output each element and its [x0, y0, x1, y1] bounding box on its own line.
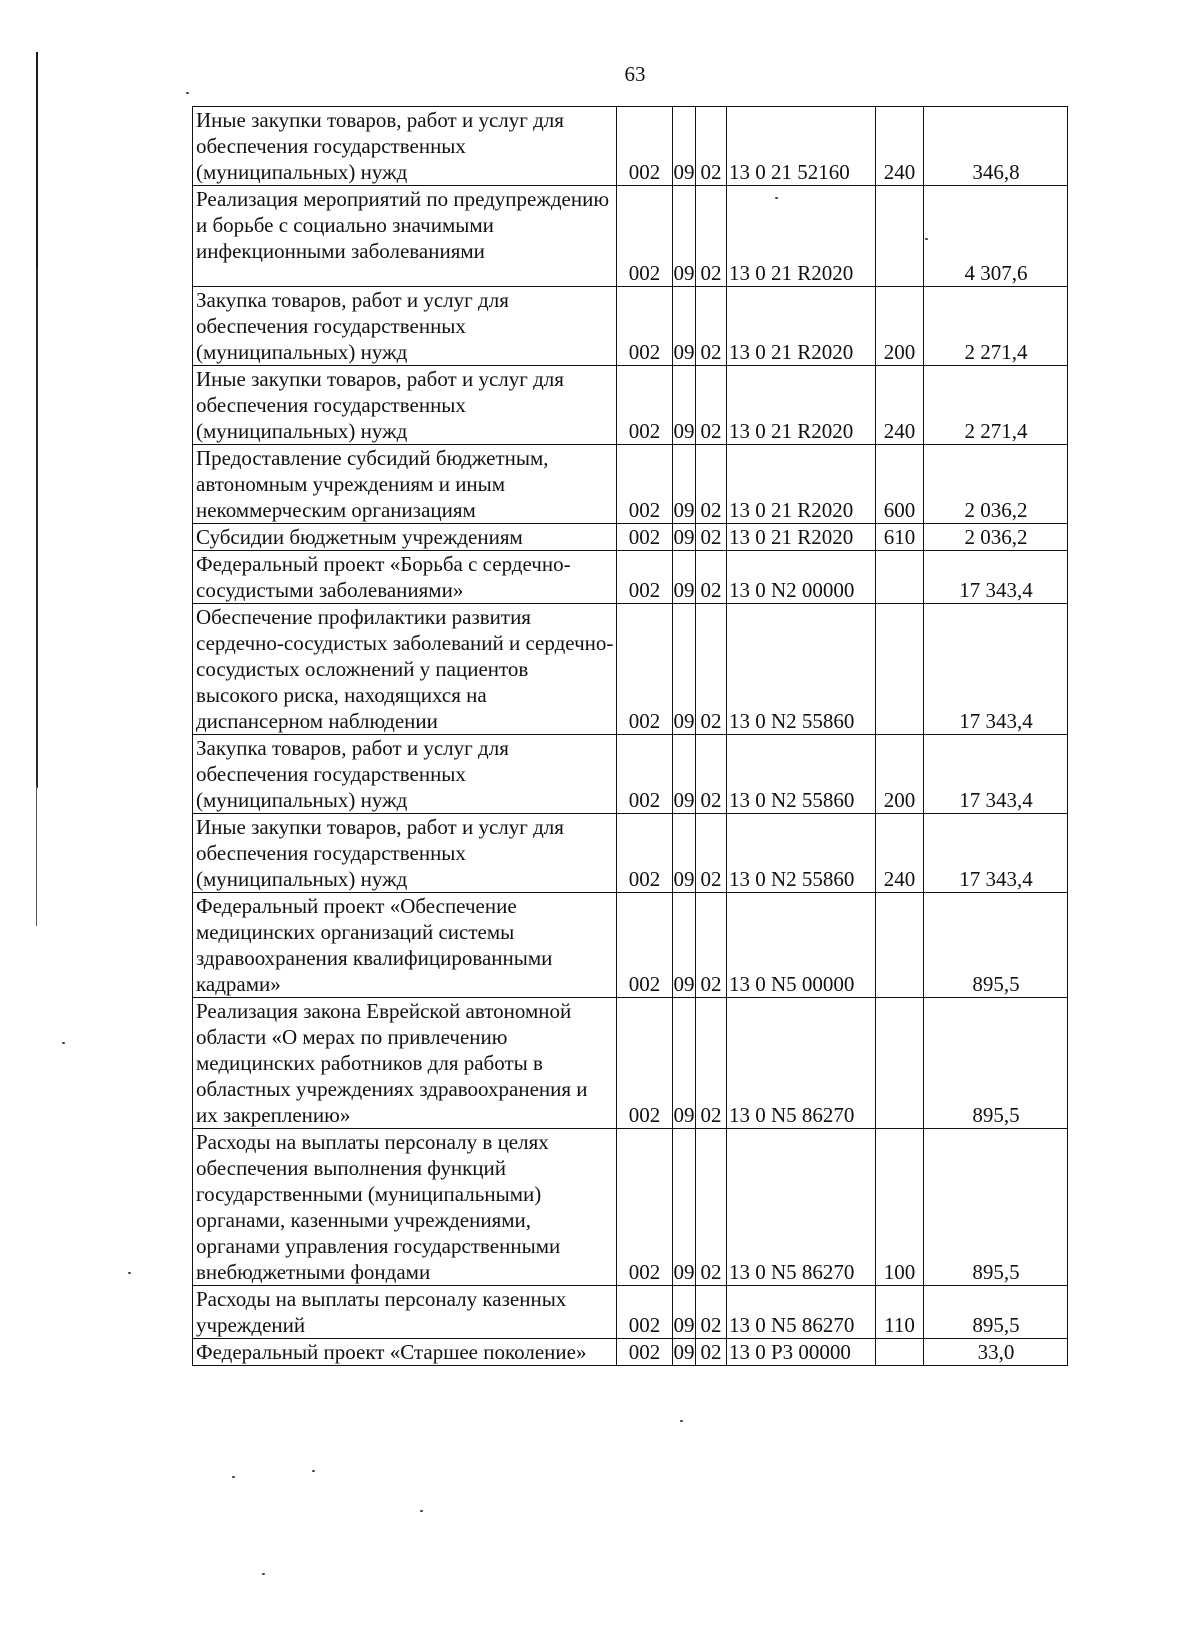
target-article-cell: 13 0 N5 86270 — [727, 1286, 876, 1339]
table-row — [193, 814, 1068, 893]
amount-cell: 33,0 — [924, 1339, 1068, 1366]
expense-type-cell — [876, 186, 924, 287]
subsection-code-cell: 02 — [696, 551, 727, 604]
section-code-cell: 09 — [673, 604, 696, 735]
expense-type-cell: 240 — [876, 814, 924, 893]
amount-cell: 895,5 — [924, 998, 1068, 1129]
amount-cell: 346,8 — [924, 107, 1068, 186]
amount-cell: 2 036,2 — [924, 524, 1068, 551]
row-name-cell: Закупка товаров, работ и услуг для обеспечения государственных (муниципальных) нужд — [193, 287, 617, 366]
section-code-cell: 09 — [673, 814, 696, 893]
row-name-cell: Иные закупки товаров, работ и услуг для обеспечения государственных (муниципальных) нужд — [193, 107, 617, 186]
table-row — [193, 107, 1068, 186]
subsection-code-cell: 02 — [696, 1129, 727, 1286]
expense-type-cell: 240 — [876, 107, 924, 186]
ministry-code-cell: 002 — [617, 893, 673, 998]
amount-cell: 4 307,6 — [924, 186, 1068, 287]
budget-table — [192, 106, 1068, 1366]
row-name-cell: Иные закупки товаров, работ и услуг для обеспечения государственных (муниципальных) нужд — [193, 814, 617, 893]
scan-speck — [128, 1272, 131, 1274]
amount-cell: 17 343,4 — [924, 814, 1068, 893]
expense-type-cell — [876, 604, 924, 735]
expense-type-cell: 100 — [876, 1129, 924, 1286]
scan-speck — [420, 1510, 423, 1512]
target-article-cell: 13 0 21 R2020 — [727, 524, 876, 551]
expense-type-cell — [876, 998, 924, 1129]
table-row — [193, 735, 1068, 814]
target-article-cell: 13 0 N2 55860 — [727, 604, 876, 735]
budget-table-body — [193, 107, 1068, 1366]
target-article-cell: 13 0 N2 55860 — [727, 735, 876, 814]
ministry-code-cell: 002 — [617, 814, 673, 893]
row-name-cell: Обеспечение профилактики развития сердечно-сосудистых заболеваний и сердечно-сосудистых осложнений у пациентов высокого риска, находящихся на диспансерном наблюдении — [193, 604, 617, 735]
ministry-code-cell: 002 — [617, 604, 673, 735]
amount-cell: 17 343,4 — [924, 604, 1068, 735]
target-article-cell: 13 0 N5 86270 — [727, 998, 876, 1129]
subsection-code-cell: 02 — [696, 893, 727, 998]
expense-type-cell: 600 — [876, 445, 924, 524]
expense-type-cell — [876, 551, 924, 604]
table-row — [193, 604, 1068, 735]
target-article-cell: 13 0 N5 86270 — [727, 1129, 876, 1286]
subsection-code-cell: 02 — [696, 186, 727, 287]
subsection-code-cell: 02 — [696, 524, 727, 551]
ministry-code-cell: 002 — [617, 287, 673, 366]
subsection-code-cell: 02 — [696, 445, 727, 524]
target-article-cell: 13 0 N2 00000 — [727, 551, 876, 604]
table-row — [193, 186, 1068, 287]
subsection-code-cell: 02 — [696, 735, 727, 814]
amount-cell: 895,5 — [924, 893, 1068, 998]
expense-type-cell: 110 — [876, 1286, 924, 1339]
target-article-cell: 13 0 N5 00000 — [727, 893, 876, 998]
amount-cell: 17 343,4 — [924, 551, 1068, 604]
amount-cell: 2 271,4 — [924, 287, 1068, 366]
row-name-cell: Расходы на выплаты персоналу в целях обеспечения выполнения функций государственными (муниципальными) органами, казенными учреждениями, органами управления государственными внебюджетными фондами — [193, 1129, 617, 1286]
section-code-cell: 09 — [673, 186, 696, 287]
scan-speck — [680, 1420, 683, 1422]
ministry-code-cell: 002 — [617, 524, 673, 551]
table-row — [193, 1286, 1068, 1339]
target-article-cell: 13 0 N2 55860 — [727, 814, 876, 893]
table-row — [193, 1129, 1068, 1286]
ministry-code-cell: 002 — [617, 735, 673, 814]
ministry-code-cell: 002 — [617, 366, 673, 445]
row-name-cell: Федеральный проект «Старшее поколение» — [193, 1339, 617, 1366]
ministry-code-cell: 002 — [617, 1286, 673, 1339]
amount-cell: 895,5 — [924, 1286, 1068, 1339]
subsection-code-cell: 02 — [696, 814, 727, 893]
row-name-cell: Закупка товаров, работ и услуг для обеспечения государственных (муниципальных) нужд — [193, 735, 617, 814]
row-name-cell: Предоставление субсидий бюджетным, автономным учреждениям и иным некоммерческим организациям — [193, 445, 617, 524]
subsection-code-cell: 02 — [696, 366, 727, 445]
section-code-cell: 09 — [673, 893, 696, 998]
section-code-cell: 09 — [673, 366, 696, 445]
section-code-cell: 09 — [673, 525, 695, 549]
table-row — [193, 1339, 1068, 1366]
section-code-cell: 09 — [673, 735, 696, 814]
section-code-cell: 09 — [673, 1286, 696, 1339]
section-code-cell: 09 — [673, 1340, 695, 1364]
table-row — [193, 445, 1068, 524]
expense-type-cell: 610 — [876, 524, 924, 551]
expense-type-cell — [876, 1339, 924, 1366]
table-row — [193, 893, 1068, 998]
ministry-code-cell: 002 — [617, 1129, 673, 1286]
amount-cell: 17 343,4 — [924, 735, 1068, 814]
expense-type-cell: 200 — [876, 287, 924, 366]
binding-edge-line — [36, 786, 37, 926]
section-code-cell: 09 — [673, 998, 696, 1129]
row-name-cell: Расходы на выплаты персоналу казенных учреждений — [193, 1286, 617, 1339]
section-code-cell: 09 — [673, 107, 696, 186]
expense-type-cell: 200 — [876, 735, 924, 814]
ministry-code-cell: 002 — [617, 998, 673, 1129]
subsection-code-cell: 02 — [696, 1286, 727, 1339]
ministry-code-cell: 002 — [617, 445, 673, 524]
section-code-cell: 09 — [673, 445, 696, 524]
scan-speck — [262, 1573, 265, 1575]
amount-cell: 895,5 — [924, 1129, 1068, 1286]
row-name-cell: Реализация мероприятий по предупреждению и борьбе с социально значимыми инфекционными заболеваниями — [193, 186, 617, 287]
ministry-code-cell: 002 — [617, 186, 673, 287]
subsection-code-cell: 02 — [696, 287, 727, 366]
expense-type-cell — [876, 893, 924, 998]
table-row — [193, 998, 1068, 1129]
scan-speck — [186, 92, 189, 94]
target-article-cell: 13 0 21 R2020 — [727, 186, 876, 287]
subsection-code-cell: 02 — [696, 1339, 727, 1366]
target-article-cell: 13 0 21 R2020 — [727, 366, 876, 445]
target-article-cell: 13 0 21 R2020 — [727, 287, 876, 366]
ministry-code-cell: 002 — [617, 551, 673, 604]
table-row — [193, 366, 1068, 445]
row-name-cell: Субсидии бюджетным учреждениям — [193, 524, 617, 551]
amount-cell: 2 036,2 — [924, 445, 1068, 524]
amount-cell: 2 271,4 — [924, 366, 1068, 445]
section-code-cell: 09 — [673, 287, 696, 366]
scan-speck — [62, 1042, 65, 1044]
table-row — [193, 287, 1068, 366]
row-name-cell: Реализация закона Еврейской автономной области «О мерах по привлечению медицинских работников для работы в областных учреждениях здравоохранения и их закреплению» — [193, 998, 617, 1129]
table-row — [193, 524, 1068, 551]
scan-speck — [312, 1470, 315, 1472]
subsection-code-cell: 02 — [696, 604, 727, 735]
row-name-cell: Федеральный проект «Обеспечение медицинских организаций системы здравоохранения квалифицированными кадрами» — [193, 893, 617, 998]
scan-speck — [232, 1476, 235, 1478]
target-article-cell: 13 0 21 52160 — [727, 107, 876, 186]
row-name-cell: Иные закупки товаров, работ и услуг для обеспечения государственных (муниципальных) нужд — [193, 366, 617, 445]
section-code-cell: 09 — [673, 551, 696, 604]
subsection-code-cell: 02 — [696, 107, 727, 186]
target-article-cell: 13 0 P3 00000 — [727, 1339, 876, 1366]
page-number: 63 — [624, 62, 646, 86]
expense-type-cell: 240 — [876, 366, 924, 445]
ministry-code-cell: 002 — [617, 1339, 673, 1366]
target-article-cell: 13 0 21 R2020 — [727, 445, 876, 524]
ministry-code-cell: 002 — [617, 107, 673, 186]
subsection-code-cell: 02 — [696, 998, 727, 1129]
binding-edge-line — [36, 268, 38, 788]
row-name-cell: Федеральный проект «Борьба с сердечно-сосудистыми заболеваниями» — [193, 551, 617, 604]
section-code-cell: 09 — [673, 1129, 696, 1286]
table-row — [193, 551, 1068, 604]
